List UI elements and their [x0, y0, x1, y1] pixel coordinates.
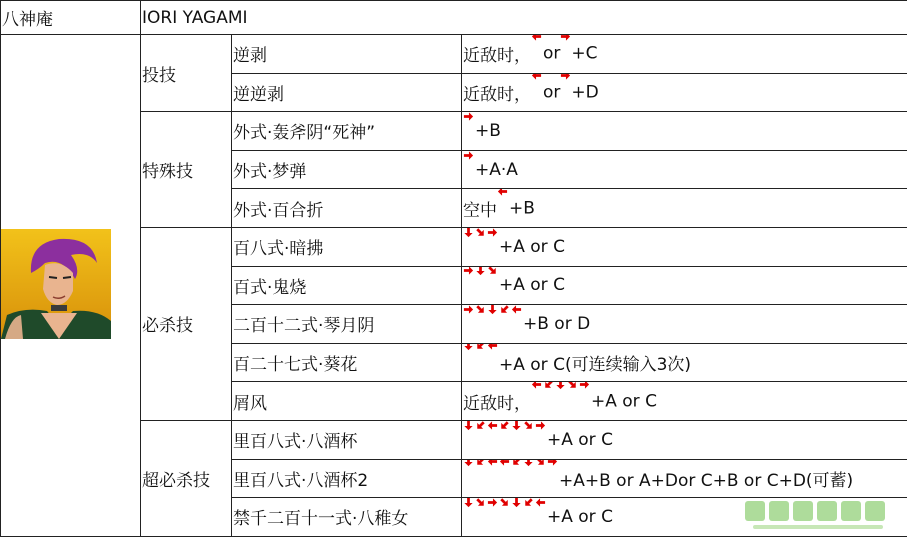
move-input: [462, 305, 907, 344]
input-or: or: [543, 43, 561, 64]
move-input: [462, 459, 907, 498]
move-name: 禁千二百十一式·八稚女: [232, 498, 462, 537]
character-name-cn: 八神庵: [1, 1, 141, 35]
input-arrows: [463, 498, 547, 508]
move-category: 必杀技: [141, 227, 232, 420]
arrow-down-icon: [511, 498, 522, 508]
input-arrows: [531, 382, 591, 390]
arrow-down-icon: [463, 498, 474, 508]
move-input: [462, 382, 907, 421]
arrow-down-icon: [511, 420, 522, 430]
arrow-left-icon: [497, 189, 508, 197]
move-name: 屑风: [232, 382, 462, 421]
input-buttons: +A·A: [475, 159, 518, 180]
arrow-downright-icon: [475, 227, 486, 237]
input-condition: 近敌时，: [463, 84, 531, 105]
move-name: 百八式·暗拂: [232, 227, 462, 266]
input-buttons: +B or D: [523, 313, 591, 334]
arrow-downright-icon: [487, 266, 498, 276]
input-buttons: +A or C: [591, 391, 657, 412]
input-arrows: [560, 35, 571, 43]
arrow-downleft-icon: [499, 420, 510, 430]
input-arrows: [463, 150, 475, 160]
input-buttons: +D: [571, 82, 599, 103]
move-name: 逆逆剥: [232, 73, 462, 112]
arrow-left-icon: [487, 459, 498, 467]
input-buttons: +A+B or A+Dor C+B or C+D(可蓄): [559, 470, 854, 491]
arrow-right-icon: [463, 112, 474, 122]
arrow-left-icon: [531, 382, 542, 390]
arrow-left-icon: [511, 305, 522, 315]
input-arrows: [463, 420, 547, 430]
arrow-downright-icon: [567, 382, 578, 390]
input-arrows: [463, 112, 475, 122]
arrow-left-icon: [531, 35, 542, 43]
arrow-downleft-icon: [475, 420, 486, 430]
input-buttons: +A or C: [547, 429, 613, 450]
move-category: 特殊技: [141, 112, 232, 228]
move-name: 百式·鬼烧: [232, 266, 462, 305]
input-buttons: +A or C: [499, 275, 565, 296]
input-buttons: +B: [475, 120, 501, 141]
arrow-down-icon: [463, 343, 474, 351]
input-condition: 近敌时，: [463, 46, 531, 67]
arrow-down-icon: [463, 420, 474, 430]
iori-portrait-icon: [1, 229, 111, 339]
arrow-downleft-icon: [475, 459, 486, 467]
table-row: [1, 35, 907, 74]
input-arrows: [531, 73, 543, 81]
arrow-downright-icon: [475, 498, 486, 508]
move-input: [462, 150, 907, 189]
input-arrows: [463, 305, 523, 315]
arrow-downleft-icon: [511, 459, 522, 467]
move-name: 外式·梦弹: [232, 150, 462, 189]
arrow-down-icon: [487, 305, 498, 315]
move-input: [462, 227, 907, 266]
arrow-downleft-icon: [475, 343, 486, 351]
input-arrows: [531, 35, 543, 43]
move-name: 百二十七式·葵花: [232, 343, 462, 382]
arrow-right-icon: [560, 35, 571, 43]
arrow-left-icon: [487, 343, 498, 351]
input-arrows: [463, 343, 499, 351]
arrow-downleft-icon: [543, 382, 554, 390]
arrow-right-icon: [463, 150, 474, 160]
input-arrows: [497, 189, 509, 197]
move-name: 里百八式·八酒杯: [232, 420, 462, 459]
input-buttons: +A or C(可连续输入3次): [499, 355, 692, 376]
input-arrows: [463, 459, 559, 467]
arrow-right-icon: [535, 420, 546, 430]
move-name: 里百八式·八酒杯2: [232, 459, 462, 498]
move-name: 逆剥: [232, 35, 462, 74]
arrow-right-icon: [463, 266, 474, 276]
input-arrows: [560, 73, 571, 81]
move-input: [462, 189, 907, 228]
input-condition: 空中: [463, 200, 497, 221]
input-condition: 近敌时，: [463, 393, 531, 414]
move-input: [462, 343, 907, 382]
move-name: 外式·轰斧阴“死神”: [232, 112, 462, 151]
character-name-en: IORI YAGAMI: [141, 1, 907, 35]
move-input: [462, 420, 907, 459]
input-buttons: +A or C: [499, 236, 565, 257]
move-input: [462, 35, 907, 74]
arrow-right-icon: [579, 382, 590, 390]
input-arrows: [463, 266, 499, 276]
arrow-right-icon: [463, 305, 474, 315]
input-arrows: [463, 227, 499, 237]
input-buttons: +C: [571, 43, 598, 64]
input-buttons: +B: [509, 198, 535, 219]
arrow-down-icon: [555, 382, 566, 390]
arrow-left-icon: [535, 498, 546, 508]
arrow-left-icon: [487, 420, 498, 430]
arrow-right-icon: [560, 73, 571, 81]
arrow-right-icon: [487, 227, 498, 237]
arrow-down-icon: [523, 459, 534, 467]
arrow-right-icon: [547, 459, 558, 467]
move-input: [462, 112, 907, 151]
arrow-down-icon: [463, 227, 474, 237]
arrow-downright-icon: [475, 305, 486, 315]
input-or: or: [543, 82, 561, 103]
move-input: [462, 266, 907, 305]
arrow-downright-icon: [535, 459, 546, 467]
arrow-right-icon: [487, 498, 498, 508]
arrow-left-icon: [531, 73, 542, 81]
arrow-downleft-icon: [523, 498, 534, 508]
portrait-cell: [1, 35, 141, 537]
move-name: 二百十二式·琴月阴: [232, 305, 462, 344]
arrow-down-icon: [463, 459, 474, 467]
move-name: 外式·百合折: [232, 189, 462, 228]
move-category: 投技: [141, 35, 232, 112]
arrow-down-icon: [475, 266, 486, 276]
arrow-downright-icon: [523, 420, 534, 430]
site-watermark-icon: [743, 497, 903, 533]
arrow-downright-icon: [499, 498, 510, 508]
move-category: 超必杀技: [141, 420, 232, 536]
move-input: [462, 73, 907, 112]
arrow-left-icon: [499, 459, 510, 467]
arrow-downleft-icon: [499, 305, 510, 315]
input-buttons: +A or C: [547, 506, 613, 527]
